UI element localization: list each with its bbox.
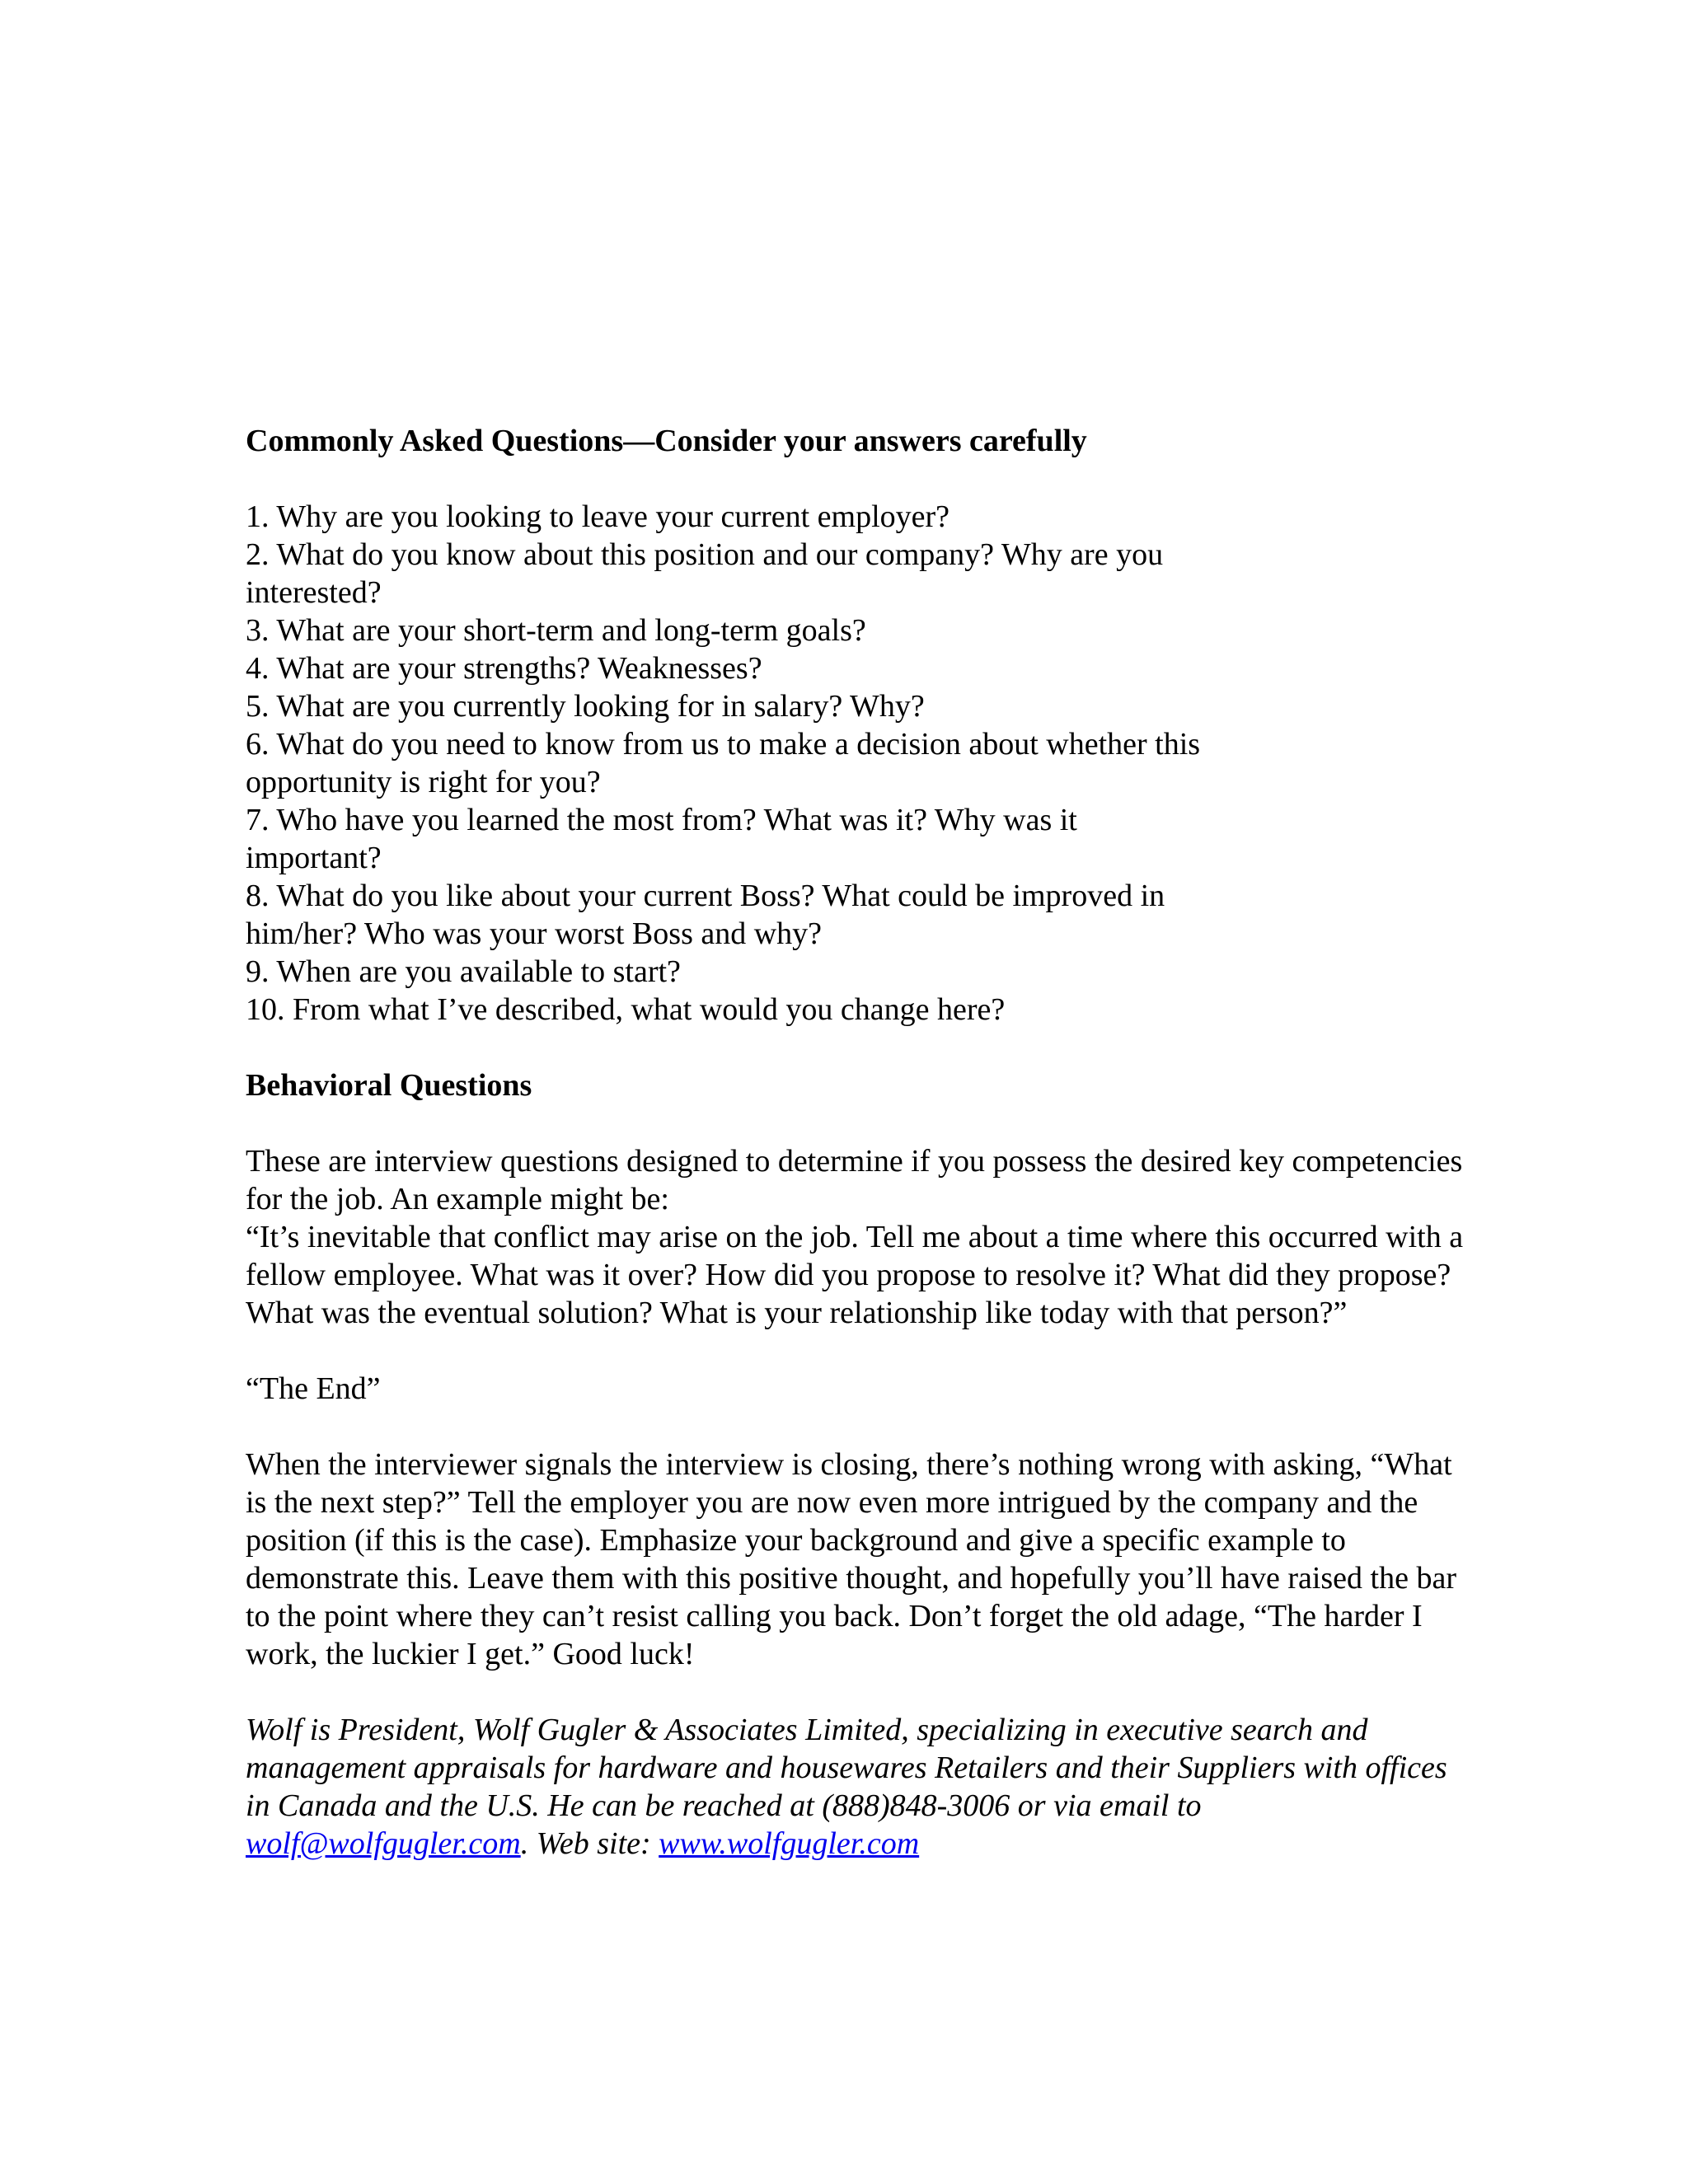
question-item: 9. When are you available to start? [246,954,681,989]
spacer [246,1104,1465,1142]
question-item: 10. From what I’ve described, what would you change here? [246,992,1006,1027]
behavioral-example-quote: “It’s inevitable that conflict may arise on the job. Tell me about a time where this occurred with a fellow employee. What was it over? How did you propose to resolve it? What did they propose? What was the eventual solution? What is your relationship like today with that person?” [246,1220,1464,1330]
section-heading-the-end: “The End” [246,1371,381,1406]
question-item: 2. What do you know about this position and our company? Why are you interested? [246,537,1164,610]
closing-paragraph: When the interviewer signals the interview is closing, there’s nothing wrong with asking, “What is the next step?” Tell the employer you are now even more intrigued by the company and the position (if this is the case). Emphasize your background and give a specific example to demonstrate this. Leave them with this positive thought, and hopefully you’ll have raised the bar to the point where they can’t resist calling you back. Don’t forget the old adage, “The harder I work, the luckier I get.” Good luck! [246,1447,1456,1671]
spacer [246,1408,1465,1446]
behavioral-intro: These are interview questions designed to determine if you possess the desired key competencies for the job. An example might be: [246,1144,1463,1216]
author-bio [246,1711,1465,1863]
website-label: . Web site: [520,1826,659,1861]
question-item: 1. Why are you looking to leave your current employer? [246,499,950,534]
author-bio-text: Wolf is President, Wolf Gugler & Associates Limited, specializing in executive search and management appraisals for hardware and housewares Retailers and their Suppliers with offices in Canada and the U.S. He can be reached at (888)848-3006 or via email to [246,1713,1447,1823]
question-item: 4. What are your strengths? Weaknesses? [246,651,762,686]
section-heading-behavioral: Behavioral Questions [246,1068,532,1103]
document-page [246,422,1465,1863]
email-link[interactable]: wolf@wolfgugler.com [246,1826,521,1861]
website-link[interactable]: www.wolfgugler.com [659,1826,920,1861]
spacer [246,1673,1465,1711]
question-list [246,498,1465,1029]
question-item: 6. What do you need to know from us to make a decision about whether this opportunity is right for you? [246,727,1201,799]
question-item: 8. What do you like about your current Boss? What could be improved in him/her? Who was your worst Boss and why? [246,879,1165,951]
spacer [246,1029,1465,1066]
spacer [246,460,1465,498]
spacer [246,1332,1465,1370]
section-heading-common-questions: Commonly Asked Questions—Consider your answers carefully [246,424,1087,458]
question-item: 5. What are you currently looking for in salary? Why? [246,689,925,724]
question-item: 3. What are your short-term and long-term goals? [246,613,866,648]
question-item: 7. Who have you learned the most from? What was it? Why was it important? [246,803,1077,875]
